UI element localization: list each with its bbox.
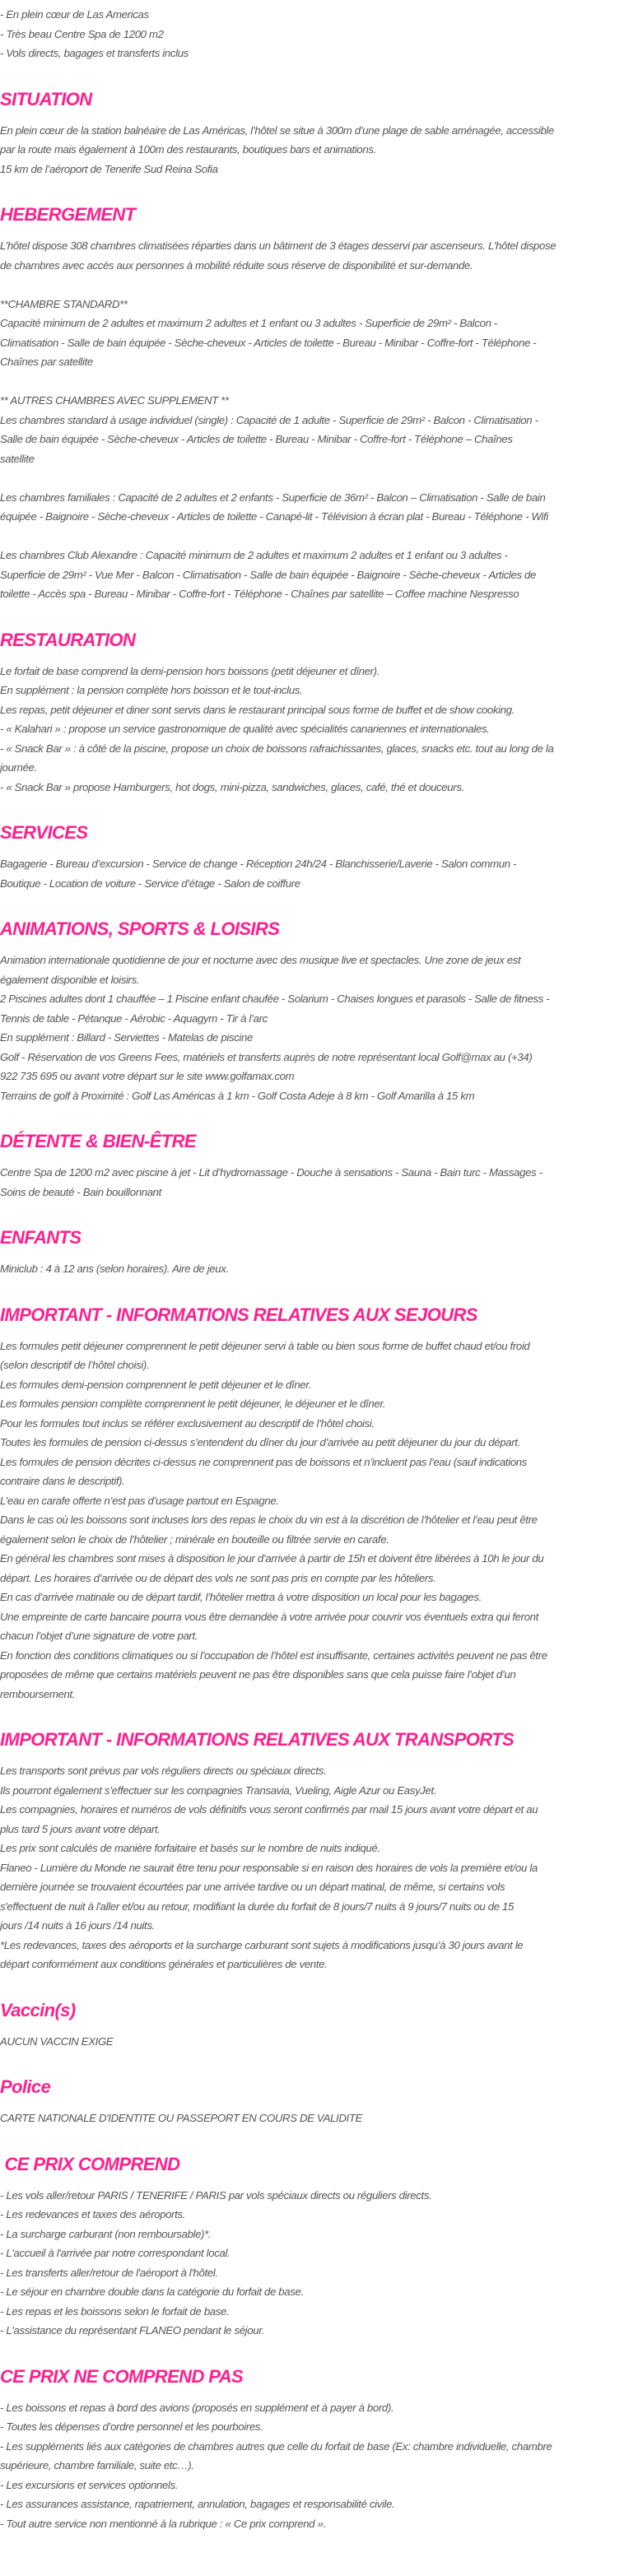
text-line: - « Kalahari » : propose un service gastronomique de qualité avec spécialités canariennes et internationales. [0, 723, 490, 735]
text-line: remboursement. [0, 1687, 76, 1700]
text-line: Boutique - Location de voiture - Service d’étage - Salon de coiffure [0, 876, 300, 890]
text-line: - Les repas et les boissons selon le forfait de base. [0, 2304, 230, 2318]
text-line: Toutes les formules de pension ci-dessus s’entendent du dîner du jour d’arrivée au petit déjeuner du jour du départ. [0, 1436, 520, 1448]
text-line: En cas d’arrivée matinale ou de départ tardif, l’hôtelier mettra à votre disposition un local pour les bagages. [0, 1591, 482, 1603]
text-line: chacun l’objet d’une signature de votre part. [0, 1630, 198, 1642]
text-line: Golf - Réservation de vos Greens Fees, matériels et transferts auprès de notre représentant local Golf@max au (+34) [0, 1050, 533, 1063]
text-line: Les formules de pension décrites ci-dessus ne comprennent pas de boissons et n’incluent pas l’eau (sauf indications [0, 1455, 528, 1468]
text-line: dernière journée se trouvaient écourtées par une arrivée tardive ou un départ matinal, de même, si certains vols [0, 1881, 505, 1893]
text-line: Le forfait de base comprend la demi-pension hors boissons (petit déjeuner et dîner). [0, 664, 380, 677]
section-heading: Vaccin(s) [0, 1999, 76, 2020]
text-line: également disponible et loisirs. [0, 973, 140, 986]
text-line: Les chambres Club Alexandre : Capacité minimum de 2 adultes et maximum 2 adultes et 1 enfant ou 3 adultes - [0, 549, 508, 561]
text-line: **CHAMBRE STANDARD** [0, 297, 128, 310]
text-line: AUCUN VACCIN EXIGE [0, 2034, 114, 2048]
text-line: Bagagerie - Bureau d’excursion - Service de change - Réception 24h/24 - Blanchisserie/Laverie - Salon commun - [0, 858, 517, 870]
text-line: supérieure, chambre familiale, suite etc…). [0, 2459, 194, 2471]
text-line: - Les boissons et repas à bord des avions (proposés en supplément et à payer à bord). [0, 2401, 394, 2414]
text-line: journée. [0, 761, 37, 774]
text-line: Les prix sont calculés de manière forfaitaire et basés sur le nombre de nuits indiqué. [0, 1842, 380, 1854]
section-ce-prix-ne-comprend-pas [0, 2365, 624, 2534]
text-line: - Les excursions et services optionnels. [0, 2478, 179, 2491]
text-line: Les compagnies, horaires et numéros de vols définitifs vous seront confirmés par mail 15 jours avant votre départ et au [0, 1803, 538, 1816]
text-line: Chaînes par satellite [0, 356, 93, 368]
text-line: Les chambres familiales : Capacité de 2 adultes et 2 enfants - Superficie de 36m² - Balcon – Climatisation - Salle de bain [0, 491, 546, 504]
section-ce-prix-comprend [0, 2153, 624, 2341]
text-line: Flaneo - Lumière du Monde ne saurait être tenu pour responsable si en raison des horaires de vols la première et/ou la [0, 1861, 538, 1874]
text-line: Superficie de 29m² - Vue Mer - Balcon - Climatisation - Salle de bain équipée - Baignoire - Sèche-cheveux - Articles de [0, 568, 537, 581]
section-important-informations-relatives-aux-transports [0, 1728, 624, 1974]
text-line: Centre Spa de 1200 m2 avec piscine à jet - Lit d’hydromassage - Douche à sensations - Sauna - Bain turc - Massages - [0, 1166, 543, 1179]
text-line: de chambres avec accès aux personnes à mobilité réduite sous réserve de disponibilité et sur-demande. [0, 258, 473, 272]
text-line: L’hôtel dispose 308 chambres climatisées réparties dans un bâtiment de 3 étages desservi par ascenseurs. L'hôtel dispose [0, 239, 556, 252]
text-line: L’eau en carafe offerte n’est pas d’usage partout en Espagne. [0, 1494, 279, 1507]
text-line: Capacité minimum de 2 adultes et maximum 2 adultes et 1 enfant ou 3 adultes - Superficie de 29m² - Balcon - [0, 317, 497, 329]
text-line: En supplément : la pension complète hors boisson et le tout-inclus. [0, 684, 303, 696]
text-line: Les formules petit déjeuner comprennent le petit déjeuner servi à table ou bien sous forme de buffet chaud et/ou froid [0, 1339, 530, 1352]
text-line: Climatisation - Salle de bain équipée - Sèche-cheveux - Articles de toilette - Bureau - Minibar - Coffre-fort - Téléphone - [0, 336, 537, 349]
spacer [0, 275, 624, 295]
text-line: Une empreinte de carte bancaire pourra vous être demandée à votre arrivée pour couvrir vos éventuels extra qui feront [0, 1610, 538, 1623]
text-line: Animation internationale quotidienne de jour et nocturne avec des musique live et spectacles. Une zone de jeux est [0, 954, 521, 966]
text-line: - « Snack Bar » : à côté de la piscine, propose un choix de boissons rafraichissantes, glaces, snacks etc. tout au long de la [0, 742, 554, 755]
spacer [0, 468, 624, 488]
text-line: En plein cœur de la station balnéaire de Las Américas, l’hôtel se situe à 300m d’une plage de sable aménagée, accessible [0, 123, 554, 137]
section-heading: RESTAURATION [0, 629, 136, 650]
section-heading: Police [0, 2076, 51, 2097]
text-line: Tennis de table - Pétanque - Aérobic - Aquagym - Tir à l’arc [0, 1011, 268, 1025]
text-line: 15 km de l’aéroport de Tenerife Sud Reina Sofia [0, 162, 218, 175]
text-line: - Les assurances assistance, rapatriement, annulation, bagages et responsabilité civile. [0, 2498, 395, 2510]
section-heading: CE PRIX COMPREND [0, 2153, 180, 2174]
highlights-list [0, 5, 624, 63]
text-line: Soins de beauté - Bain bouillonnant [0, 1185, 161, 1198]
spacer [0, 372, 624, 392]
text-line: - Tout autre service non mentionné à la rubrique : « Ce prix comprend ». [0, 2517, 326, 2530]
section-enfants [0, 1226, 624, 1279]
text-line: Les formules pension complète comprennent le petit déjeuner, le déjeuner et le dîner. [0, 1397, 386, 1410]
text-line: - Les redevances et taxes des aéroports. [0, 2208, 185, 2220]
text-line: Dans le cas où les boissons sont incluses lors des repas le choix du vin est à la discrétion de l’hôtelier et l’eau peut être [0, 1514, 538, 1526]
text-line: satellite [0, 452, 35, 465]
text-line: Miniclub : 4 à 12 ans (selon horaires). Aire de jeux. [0, 1262, 229, 1275]
section-heading: ENFANTS [0, 1227, 81, 1248]
text-line: 922 735 695 ou avant votre départ sur le site www.golfamax.com [0, 1070, 295, 1082]
spacer [0, 527, 624, 546]
text-line: CARTE NATIONALE D'IDENTITE OU PASSEPORT EN COURS DE VALIDITE [0, 2112, 362, 2124]
text-line: En fonction des conditions climatiques ou si l’occupation de l’hôtel est insuffisante, certaines activités peuvent ne pas être [0, 1648, 547, 1662]
text-line: plus tard 5 jours avant votre départ. [0, 1822, 161, 1835]
text-line: proposées de même que certains matériels peuvent ne pas être disponibles sans que cela puisse faire l’objet d’un [0, 1668, 516, 1681]
text-line: - Les vols aller/retour PARIS / TENERIFE / PARIS par vols spéciaux directs ou réguliers directs. [0, 2188, 432, 2202]
section-heading: ANIMATIONS, SPORTS & LOISIRS [0, 918, 280, 939]
text-line: En supplément : Billard - Serviettes - Matelas de piscine [0, 1031, 253, 1044]
section-heading: CE PRIX NE COMPREND PAS [0, 2365, 244, 2387]
text-line: Les chambres standard à usage individuel (single) : Capacité de 1 adulte - Superficie de 29m² - Balcon - Climatisation - [0, 413, 538, 426]
text-line: - L'assistance du représentant FLANEO pendant le séjour. [0, 2324, 265, 2337]
section-hebergement [0, 203, 624, 604]
text-line: contraire dans le descriptif). [0, 1475, 125, 1487]
section-restauration [0, 629, 624, 797]
section-animations-sports-loisirs [0, 918, 624, 1105]
text-line: - La surcharge carburant (non remboursable)*. [0, 2227, 212, 2240]
text-line: équipée - Baignoire - Sèche-cheveux - Articles de toilette - Canapé-lit - Télévision à écran plat - Bureau - Téléphone - Wifi [0, 510, 548, 523]
section-heading: HEBERGEMENT [0, 204, 136, 225]
text-line: Terrains de golf à Proximité : Golf Las Américas à 1 km - Golf Costa Adeje à 8 km - Golf Amarilla à 15 km [0, 1089, 475, 1102]
highlight-item: - Vols directs, bagages et transferts inclus [0, 47, 189, 59]
text-line: départ conformément aux conditions générales et particulières de vente. [0, 1958, 328, 1970]
text-line: *Les redevances, taxes des aéroports et la surcharge carburant sont sujets à modifications jusqu’à 30 jours avant le [0, 1938, 524, 1951]
text-line: - Les suppléments liés aux catégories de chambres autres que celle du forfait de base (Ex: chambre individuelle, chambre [0, 2439, 552, 2453]
text-line: Salle de bain équipée - Sèche-cheveux - Articles de toilette - Bureau - Minibar - Coffre-fort - Téléphone – Chaînes [0, 433, 513, 445]
text-line: jours /14 nuits à 16 jours /14 nuits. [0, 1919, 155, 1932]
text-line: 2 Piscines adultes dont 1 chauffée – 1 Piscine enfant chaufée - Solarium - Chaises longues et parasols - Salle de fitness - [0, 993, 550, 1005]
section-vaccin-s [0, 1999, 624, 2052]
section-detente-bien-etre [0, 1130, 624, 1202]
text-line: Ils pourront également s’effectuer sur les compagnies Transavia, Vueling, Aigle Azur ou EasyJet. [0, 1783, 437, 1797]
text-line: - Les transferts aller/retour de l'aéroport à l'hôtel. [0, 2266, 218, 2279]
text-line: départ. Les horaires d’arrivée ou de départ des vols ne sont pas pris en compte par les hôteliers. [0, 1571, 436, 1584]
text-line: - L'accueil à l'arrivée par notre correspondant local. [0, 2247, 231, 2259]
sections-container [0, 88, 624, 2534]
section-heading: DÉTENTE & BIEN-ÊTRE [0, 1131, 196, 1151]
section-situation [0, 88, 624, 179]
section-heading: IMPORTANT - INFORMATIONS RELATIVES AUX TRANSPORTS [0, 1729, 515, 1750]
text-line: - « Snack Bar » propose Hamburgers, hot dogs, mini-pizza, sandwiches, glaces, café, thé et douceurs. [0, 780, 464, 793]
section-heading: IMPORTANT - INFORMATIONS RELATIVES AUX SEJOURS [0, 1304, 477, 1325]
text-line: par la route mais également à 100m des restaurants, boutiques bars et animations. [0, 143, 376, 156]
text-line: - Toutes les dépenses d’ordre personnel et les pourboires. [0, 2420, 263, 2433]
text-line: En général les chambres sont mises à disposition le jour d’arrivée à partir de 15h et doivent être libérées à 10h le jour du [0, 1552, 544, 1565]
section-heading: SERVICES [0, 822, 88, 843]
text-line: Les transports sont prévus par vols réguliers directs ou spéciaux directs. [0, 1765, 327, 1777]
text-line: Les formules demi-pension comprennent le petit déjeuner et le dîner. [0, 1378, 312, 1391]
text-line: également selon le choix de l’hôtelier ; minérale en bouteille ou filtrée servie en carafe. [0, 1532, 389, 1546]
text-line: - Le séjour en chambre double dans la catégorie du forfait de base. [0, 2285, 304, 2298]
highlight-item: - Très beau Centre Spa de 1200 m2 [0, 27, 164, 40]
text-line: s'effectuent de nuit à l'aller et/ou au retour, modifiant la durée du forfait de 8 jours/7 nuits à 9 jours/7 nuits ou de 15 [0, 1899, 514, 1913]
highlight-item: - En plein cœur de Las Americas [0, 8, 149, 21]
section-services [0, 821, 624, 893]
text-line: toilette - Accès spa - Bureau - Minibar - Coffre-fort - Téléphone - Chaînes par satellite – Coffee machine Nespresso [0, 588, 519, 600]
section-heading: SITUATION [0, 88, 92, 109]
text-line: Pour les formules tout inclus se référer exclusivement au descriptif de l’hôtel choisi. [0, 1416, 375, 1430]
section-police [0, 2076, 624, 2128]
text-line: ** AUTRES CHAMBRES AVEC SUPPLEMENT ** [0, 394, 229, 407]
text-line: Les repas, petit déjeuner et diner sont servis dans le restaurant principal sous forme de buffet et de show cooking. [0, 703, 515, 716]
text-line: (selon descriptif de l’hôtel choisi). [0, 1359, 150, 1371]
section-important-informations-relatives-aux-sejours [0, 1304, 624, 1704]
